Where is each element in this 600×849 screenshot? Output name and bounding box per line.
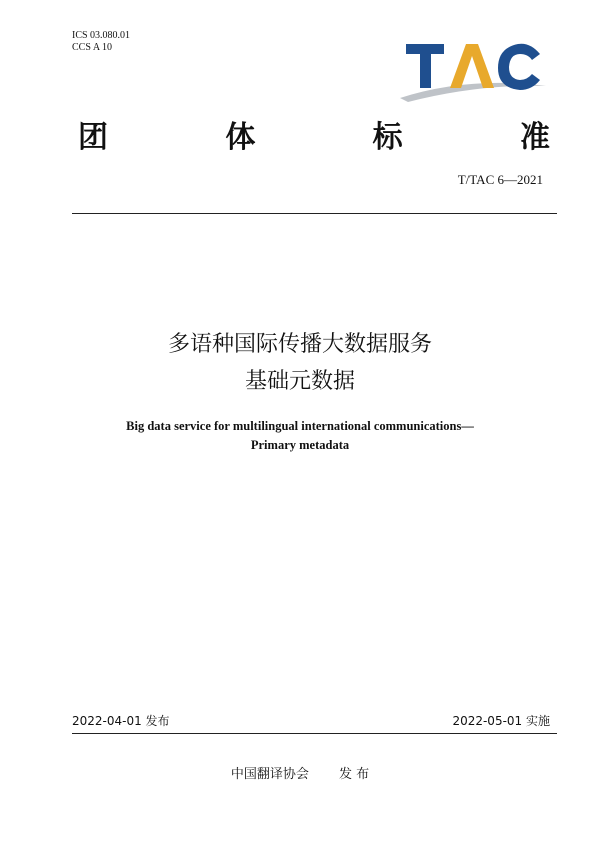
logo-t-stem xyxy=(420,44,431,88)
publisher-action: 发 布 xyxy=(338,767,370,782)
logo-a xyxy=(450,44,494,88)
bottom-divider xyxy=(72,733,557,734)
implementation-date: 2022-05-01 实施 xyxy=(452,714,550,728)
ics-code: ICS 03.080.01 xyxy=(72,30,131,41)
english-title-line-1: Big data service for multilingual international communications— xyxy=(126,419,474,433)
tac-logo xyxy=(398,36,548,106)
classification-codes xyxy=(72,30,130,54)
standard-type-title xyxy=(78,112,550,156)
type-char: 体 xyxy=(225,120,256,155)
chinese-title-line-1: 多语种国际传播大数据服务 xyxy=(167,332,432,357)
issue-date: 2022-04-01 发布 xyxy=(72,714,170,728)
logo-c xyxy=(498,44,540,90)
type-char: 标 xyxy=(372,120,403,155)
standard-number: T/TAC 6—2021 xyxy=(457,172,543,187)
ccs-code: CCS A 10 xyxy=(72,42,113,53)
publisher-line xyxy=(0,763,600,782)
type-char: 准 xyxy=(519,120,550,155)
top-divider xyxy=(72,213,557,214)
chinese-title-line-2: 基础元数据 xyxy=(244,369,355,394)
english-title-line-2: Primary metadata xyxy=(250,438,350,452)
type-char: 团 xyxy=(78,120,108,155)
publisher-name: 中国翻译协会 xyxy=(230,767,309,782)
